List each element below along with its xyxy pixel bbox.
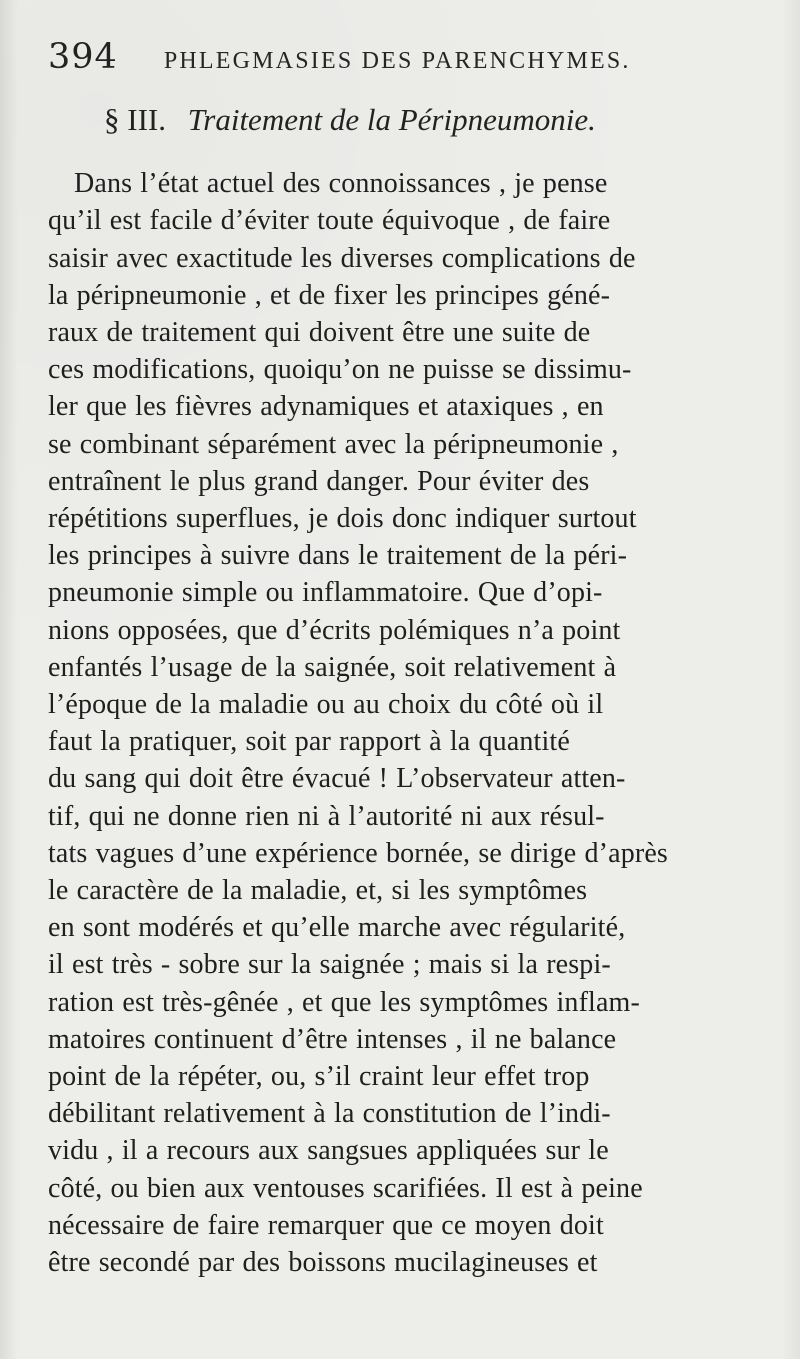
body-line: vidu , il a recours aux sangsues appliquées sur le <box>48 1135 609 1167</box>
body-line: se combinant séparément avec la péripneumonie , <box>48 428 619 460</box>
body-line: saisir avec exactitude les diverses complications de <box>48 242 636 274</box>
body-line: raux de traitement qui doivent être une suite de <box>48 316 591 348</box>
section-title-text: Traitement de la Péripneumonie. <box>187 102 596 137</box>
body-line: matoires continuent d’être intenses , il ne balance <box>48 1023 617 1055</box>
body-line: les principes à suivre dans le traitement de la péri- <box>48 540 628 572</box>
body-line: l’époque de la maladie ou au choix du côté où il <box>48 688 604 720</box>
body-line: ration est très-gênée , et que les symptômes inflam- <box>48 986 640 1018</box>
body-text <box>48 165 756 1281</box>
body-line: répétitions superflues, je dois donc indiquer surtout <box>48 502 637 534</box>
body-line: entraînent le plus grand danger. Pour éviter des <box>48 465 590 497</box>
body-line: enfantés l’usage de la saignée, soit relativement à <box>48 651 617 683</box>
body-line: faut la pratiquer, soit par rapport à la quantité <box>48 726 570 758</box>
running-head: PHLEGMASIES DES PARENCHYMES. <box>163 48 631 74</box>
section-number: § III. <box>104 102 166 137</box>
body-line: ces modifications, quoiqu’on ne puisse se dissimu- <box>48 354 632 386</box>
body-line: point de la répéter, ou, s’il craint leur effet trop <box>48 1060 590 1092</box>
body-line: tif, qui ne donne rien ni à l’autorité ni aux résul- <box>48 800 605 832</box>
body-line: être secondé par des boissons mucilagineuses et <box>48 1246 598 1278</box>
body-line: nécessaire de faire remarquer que ce moyen doit <box>48 1209 604 1241</box>
body-line: tats vagues d’une expérience bornée, se dirige d’après <box>48 837 668 869</box>
body-line: ler que les fièvres adynamiques et ataxiques , en <box>48 391 604 423</box>
body-line: il est très - sobre sur la saignée ; mais si la respi- <box>48 949 611 981</box>
body-line: qu’il est facile d’éviter toute équivoque , de faire <box>48 205 611 237</box>
body-line: débilitant relativement à la constitution de l’indi- <box>48 1098 611 1130</box>
page-number: 394 <box>48 37 118 77</box>
section-title <box>104 103 756 137</box>
body-line: pneumonie simple ou inflammatoire. Que d’opi- <box>48 577 603 609</box>
body-line: en sont modérés et qu’elle marche avec régularité, <box>48 912 626 944</box>
page-header <box>48 37 756 77</box>
body-line: nions opposées, que d’écrits polémiques n’a point <box>48 614 621 646</box>
body-line: la péripneumonie , et de fixer les principes géné- <box>48 279 611 311</box>
body-line: Dans l’état actuel des connoissances , je pense <box>74 168 608 200</box>
body-line: côté, ou bien aux ventouses scarifiées. Il est à peine <box>48 1172 643 1204</box>
body-line: du sang qui doit être évacué ! L’observateur atten- <box>48 763 626 795</box>
body-line: le caractère de la maladie, et, si les symptômes <box>48 874 588 906</box>
